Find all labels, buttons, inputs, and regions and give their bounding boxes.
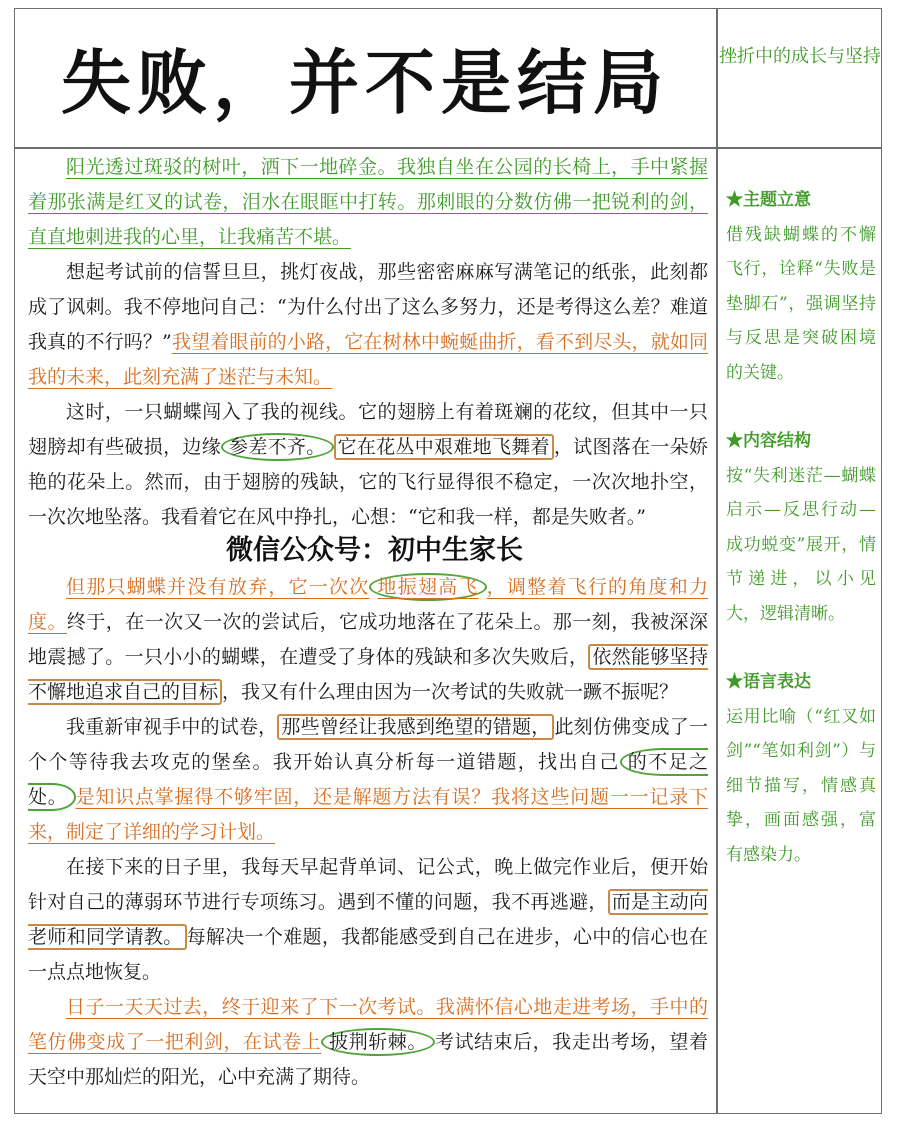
green-circled-text: 披荆斩棘。 bbox=[321, 1028, 435, 1056]
paragraph-4 bbox=[28, 570, 708, 710]
annotation-theme bbox=[726, 183, 876, 390]
annotation-text: 按“失利迷茫—蝴蝶启示—反思行动—成功蜕变”展开，情节递进，以小见大，逻辑清晰。 bbox=[726, 465, 876, 624]
orange-underlined-text: ，调整着飞行的角度和力度。 bbox=[28, 576, 708, 633]
orange-boxed-text: 它在花丛中艰难地飞舞着 bbox=[334, 434, 554, 460]
annotation-structure bbox=[726, 424, 876, 631]
green-circled-text: 的不足之处。 bbox=[28, 748, 708, 811]
body-text: 考试结束后，我走出考场，望着天空中那灿烂的阳光，心中充满了期待。 bbox=[28, 1031, 708, 1088]
essay-subtitle: 挫折中的成长与坚持 bbox=[719, 46, 881, 67]
green-circled-text: 地振翅高飞 bbox=[369, 573, 486, 601]
paragraph-3 bbox=[28, 395, 708, 535]
green-underlined-text: 阳光透过斑驳的树叶，洒下一地碎金。我独自坐在公园的长椅上，手中紧握着那张满是红叉的试卷，泪水在眼眶中打转。那刺眼的分数仿佛一把锐利的剑，直直地刺进我的心里，让我痛苦不堪。 bbox=[28, 156, 708, 248]
orange-underlined-text: 是知识点掌握得不够牢固，还是解题方法有误？我将这些问题一一记录下来，制定了详细的学习计划。 bbox=[28, 786, 708, 843]
watermark-text: 微信公众号：初中生家长 bbox=[222, 528, 527, 567]
body-text: 这时，一只蝴蝶闯入了我的视线。它的翅膀上有着斑斓的花纹，但其中一只翅膀却有些破损，边缘 bbox=[28, 401, 708, 458]
essay-title: 失败，并不是结局 bbox=[61, 42, 669, 124]
body-text: ，试图落在一朵娇艳的花朵上。然而，由于翅膀的残缺，它的飞行显得很不稳定，一次次地扑空，一次次地坠落。我看着它在风中挣扎，心想：“它和我一样，都是失败者。” bbox=[28, 436, 708, 528]
annotation-heading: ★语言表达 bbox=[726, 672, 811, 692]
body-text: 想起考试前的信誓旦旦，挑灯夜战，那些密密麻麻写满笔记的纸张，此刻都成了讽刺。我不停地问自己：“为什么付出了这么多努力，还是考得这么差？难道我真的不行吗？” bbox=[28, 261, 708, 353]
essay-body bbox=[28, 150, 708, 1095]
orange-underlined-text: 但那只蝴蝶并没有放弃，它一次次 bbox=[66, 576, 370, 598]
orange-boxed-text: 依然能够坚持不懈地追求自己的目标 bbox=[28, 646, 708, 703]
annotation-text: 运用比喻（“红叉如剑”“笔如利剑”）与细节描写，情感真挚，画面感强，富有感染力。 bbox=[726, 706, 876, 865]
paragraph-7 bbox=[28, 990, 708, 1095]
annotation-language bbox=[726, 665, 876, 872]
orange-underlined-text: 日子一天天过去，终于迎来了下一次考试。我满怀信心地走进考场，手中的笔仿佛变成了一把利剑，在试卷上 bbox=[28, 996, 708, 1053]
paragraph-5 bbox=[28, 710, 708, 850]
annotation-text: 借残缺蝴蝶的不懈飞行，诠释“失败是垫脚石”，强调坚持与反思是突破困境的关键。 bbox=[726, 224, 876, 383]
orange-underlined-text: 我望着眼前的小路，它在树林中蜿蜒曲折，看不到尽头，就如同我的未来，此刻充满了迷茫与未知。 bbox=[28, 331, 708, 388]
paragraph-6 bbox=[28, 850, 708, 990]
orange-boxed-text: 那些曾经让我感到绝望的错题， bbox=[277, 714, 554, 740]
annotation-heading: ★主题立意 bbox=[726, 190, 811, 210]
body-text: 在接下来的日子里，我每天早起背单词、记公式，晚上做完作业后，便开始针对自己的薄弱环节进行专项练习。遇到不懂的问题，我不再逃避， bbox=[28, 856, 708, 913]
body-text: 终于，在一次又一次的尝试后，它成功地落在了花朵上。那一刻，我被深深地震撼了。一只小小的蝴蝶，在遭受了身体的残缺和多次失败后， bbox=[28, 611, 708, 668]
column-divider bbox=[716, 8, 718, 1114]
paragraph-1 bbox=[28, 150, 708, 255]
annotation-column bbox=[726, 183, 876, 906]
body-text: ，我又有什么理由因为一次考试的失败就一蹶不振呢？ bbox=[222, 681, 679, 703]
green-circled-text: 参差不齐。 bbox=[221, 433, 334, 461]
body-text: 我重新审视手中的试卷， bbox=[66, 716, 278, 738]
annotation-heading: ★内容结构 bbox=[726, 431, 811, 451]
orange-boxed-text: 而是主动向老师和同学请教。 bbox=[28, 891, 708, 948]
body-text: 每解决一个难题，我都能感受到自己在进步，心中的信心也在一点点地恢复。 bbox=[28, 926, 708, 983]
body-text: 此刻仿佛变成了一个个等待我去攻克的堡垒。我开始认真分析每一道错题，找出自己 bbox=[28, 716, 708, 773]
paragraph-2 bbox=[28, 255, 708, 395]
header-divider bbox=[14, 147, 882, 149]
